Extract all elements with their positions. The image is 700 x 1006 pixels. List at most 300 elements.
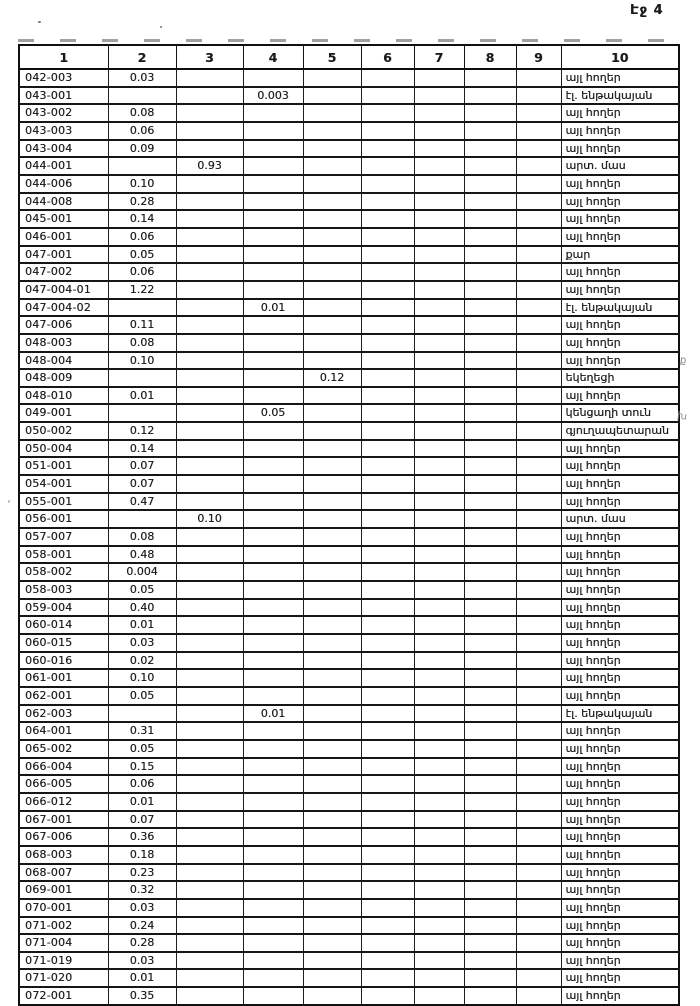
table-row: [19, 352, 679, 370]
cell-value: [361, 811, 414, 829]
cell-parcel-code: 060-015: [19, 634, 108, 652]
cell-value: [303, 475, 361, 493]
cell-value: [464, 546, 516, 564]
column-header: 6: [361, 45, 414, 69]
cell-value: [303, 934, 361, 952]
table-row: [19, 69, 679, 87]
cell-value: [414, 722, 464, 740]
cell-value: [414, 952, 464, 970]
cell-value: [516, 652, 561, 670]
cell-value: [176, 246, 243, 264]
scan-speckle: [38, 21, 41, 23]
cell-value: [516, 510, 561, 528]
cell-value: [176, 917, 243, 935]
cell-value: [516, 387, 561, 405]
cell-value: [176, 616, 243, 634]
cell-land-use: այլ հողեր: [561, 775, 679, 793]
cell-value: [176, 828, 243, 846]
cell-land-use: այլ հողեր: [561, 917, 679, 935]
table-row: [19, 457, 679, 475]
cell-value: [414, 210, 464, 228]
cell-land-use: այլ հողեր: [561, 811, 679, 829]
cell-land-use: այլ հողեր: [561, 722, 679, 740]
cell-parcel-code: 044-006: [19, 175, 108, 193]
cell-value: 0.24: [108, 917, 176, 935]
column-header: 9: [516, 45, 561, 69]
cell-value: [303, 758, 361, 776]
cell-value: 0.05: [243, 404, 303, 422]
cell-value: [414, 440, 464, 458]
table-row: [19, 581, 679, 599]
cell-parcel-code: 062-003: [19, 705, 108, 723]
cell-value: [176, 563, 243, 581]
cell-value: [176, 987, 243, 1005]
cell-value: [303, 387, 361, 405]
cell-value: [361, 193, 414, 211]
cell-value: [303, 793, 361, 811]
cell-land-use: այլ հողեր: [561, 758, 679, 776]
cell-value: [243, 263, 303, 281]
cell-parcel-code: 054-001: [19, 475, 108, 493]
cell-land-use: էլ. ենթակայան: [561, 705, 679, 723]
cell-value: [303, 510, 361, 528]
table-row: [19, 616, 679, 634]
cell-value: [414, 475, 464, 493]
cell-value: [243, 969, 303, 987]
cell-value: [464, 299, 516, 317]
cell-value: [303, 175, 361, 193]
table-row: [19, 987, 679, 1005]
cell-value: [361, 899, 414, 917]
cell-value: [464, 864, 516, 882]
table-row: [19, 634, 679, 652]
table-row: [19, 687, 679, 705]
cell-value: [303, 493, 361, 511]
cell-land-use: այլ հողեր: [561, 740, 679, 758]
column-header: 8: [464, 45, 516, 69]
cell-land-use: այլ հողեր: [561, 193, 679, 211]
cell-parcel-code: 044-008: [19, 193, 108, 211]
cell-value: [303, 281, 361, 299]
cell-value: [303, 440, 361, 458]
cell-value: [361, 563, 414, 581]
cell-parcel-code: 065-002: [19, 740, 108, 758]
cell-value: [414, 705, 464, 723]
cell-value: [464, 104, 516, 122]
cell-value: [303, 669, 361, 687]
scan-artifact-top-edge: [18, 39, 678, 42]
cell-value: [303, 917, 361, 935]
cell-land-use: այլ հողեր: [561, 263, 679, 281]
cell-value: [243, 634, 303, 652]
cell-value: [516, 969, 561, 987]
table-row: [19, 934, 679, 952]
cell-value: [464, 705, 516, 723]
cell-value: [243, 316, 303, 334]
cell-value: [303, 563, 361, 581]
cell-value: [243, 210, 303, 228]
table-row: [19, 281, 679, 299]
cell-value: [176, 599, 243, 617]
cell-value: [414, 793, 464, 811]
cell-land-use: այլ հողեր: [561, 528, 679, 546]
cell-value: [414, 404, 464, 422]
cell-value: [303, 104, 361, 122]
cell-value: [176, 281, 243, 299]
table-row: [19, 775, 679, 793]
cell-value: 0.28: [108, 934, 176, 952]
cell-value: [303, 740, 361, 758]
cell-value: [516, 299, 561, 317]
cell-value: [464, 122, 516, 140]
cell-value: [516, 334, 561, 352]
cell-value: [414, 669, 464, 687]
cell-value: [361, 987, 414, 1005]
cell-value: [414, 316, 464, 334]
cell-value: 0.14: [108, 210, 176, 228]
cell-value: [361, 104, 414, 122]
cell-value: [361, 352, 414, 370]
cell-value: [303, 404, 361, 422]
cell-value: [176, 775, 243, 793]
table-row: [19, 87, 679, 105]
cell-value: [361, 157, 414, 175]
cell-land-use: այլ հողեր: [561, 969, 679, 987]
cell-value: 0.06: [108, 228, 176, 246]
cell-value: [303, 864, 361, 882]
table-row: [19, 122, 679, 140]
cell-value: [303, 528, 361, 546]
cell-value: [414, 599, 464, 617]
cell-value: 0.05: [108, 246, 176, 264]
cell-value: [516, 193, 561, 211]
cell-value: [516, 581, 561, 599]
cell-value: [414, 157, 464, 175]
cell-value: [176, 705, 243, 723]
cell-value: [243, 917, 303, 935]
cell-value: [243, 864, 303, 882]
table-body: [19, 69, 679, 1005]
cell-parcel-code: 071-020: [19, 969, 108, 987]
cell-value: [516, 281, 561, 299]
cell-value: [243, 246, 303, 264]
cell-value: [414, 634, 464, 652]
cell-value: [464, 387, 516, 405]
cell-value: [516, 175, 561, 193]
cell-parcel-code: 045-001: [19, 210, 108, 228]
cell-value: [516, 422, 561, 440]
cell-value: [176, 140, 243, 158]
cell-value: 0.03: [108, 634, 176, 652]
cell-value: [243, 369, 303, 387]
cell-value: [361, 369, 414, 387]
cell-value: [516, 493, 561, 511]
cell-parcel-code: 050-004: [19, 440, 108, 458]
cell-value: [243, 740, 303, 758]
cell-parcel-code: 043-002: [19, 104, 108, 122]
cell-parcel-code: 071-004: [19, 934, 108, 952]
cell-value: [361, 705, 414, 723]
table-row: [19, 563, 679, 581]
cell-value: [361, 793, 414, 811]
cell-land-use: այլ հողեր: [561, 387, 679, 405]
cell-value: [361, 263, 414, 281]
cell-value: 0.08: [108, 104, 176, 122]
cell-value: [176, 687, 243, 705]
cell-value: [361, 952, 414, 970]
cell-value: [243, 581, 303, 599]
table-row: [19, 917, 679, 935]
cell-value: [243, 793, 303, 811]
cell-value: [176, 722, 243, 740]
cell-land-use: այլ հողեր: [561, 493, 679, 511]
cell-value: [516, 722, 561, 740]
cell-value: [176, 404, 243, 422]
cell-value: [176, 899, 243, 917]
cell-land-use: այլ հողեր: [561, 793, 679, 811]
cell-value: [303, 634, 361, 652]
cell-parcel-code: 047-004-02: [19, 299, 108, 317]
cell-value: [516, 899, 561, 917]
table-row: [19, 493, 679, 511]
cell-parcel-code: 069-001: [19, 881, 108, 899]
cell-value: [303, 246, 361, 264]
cell-land-use: կենցաղի տուն: [561, 404, 679, 422]
cell-parcel-code: 066-012: [19, 793, 108, 811]
cell-parcel-code: 047-002: [19, 263, 108, 281]
cell-value: [176, 69, 243, 87]
cell-land-use: քար: [561, 246, 679, 264]
cell-value: [464, 210, 516, 228]
cell-parcel-code: 068-003: [19, 846, 108, 864]
cell-value: [361, 616, 414, 634]
table-row: [19, 969, 679, 987]
cell-value: [303, 422, 361, 440]
cell-value: [176, 334, 243, 352]
cell-value: [303, 193, 361, 211]
cell-value: [464, 740, 516, 758]
cell-value: [243, 828, 303, 846]
cell-value: [414, 87, 464, 105]
table-row: [19, 299, 679, 317]
cell-value: [303, 581, 361, 599]
cell-land-use: էլ. ենթակայան: [561, 87, 679, 105]
cell-value: [464, 87, 516, 105]
cell-value: 1.22: [108, 281, 176, 299]
cell-value: [176, 546, 243, 564]
cell-value: [243, 934, 303, 952]
cell-value: [361, 475, 414, 493]
cell-value: [303, 334, 361, 352]
cell-value: 0.12: [303, 369, 361, 387]
cell-parcel-code: 058-001: [19, 546, 108, 564]
cell-value: [464, 846, 516, 864]
cell-parcel-code: 066-004: [19, 758, 108, 776]
cell-value: [176, 175, 243, 193]
cell-value: [243, 881, 303, 899]
cell-value: [243, 952, 303, 970]
cell-value: [243, 334, 303, 352]
cell-value: [108, 369, 176, 387]
cell-value: [243, 563, 303, 581]
cell-value: [361, 775, 414, 793]
cell-value: [303, 952, 361, 970]
cell-value: [516, 917, 561, 935]
cell-value: [361, 828, 414, 846]
cell-value: [414, 387, 464, 405]
cell-value: [516, 263, 561, 281]
scan-speckle: [8, 500, 10, 503]
cell-value: [464, 475, 516, 493]
cell-value: [361, 122, 414, 140]
table-row: [19, 811, 679, 829]
cell-value: [464, 422, 516, 440]
table-row: [19, 334, 679, 352]
cell-value: [414, 193, 464, 211]
cell-parcel-code: 048-010: [19, 387, 108, 405]
cell-land-use: այլ հողեր: [561, 563, 679, 581]
cell-value: [414, 846, 464, 864]
cell-value: [361, 387, 414, 405]
cell-parcel-code: 060-016: [19, 652, 108, 670]
cell-value: [516, 475, 561, 493]
table-row: [19, 528, 679, 546]
cell-land-use: այլ հողեր: [561, 881, 679, 899]
table-row: [19, 316, 679, 334]
cell-value: [303, 828, 361, 846]
cell-parcel-code: 068-007: [19, 864, 108, 882]
column-header: 10: [561, 45, 679, 69]
cell-value: [243, 352, 303, 370]
cell-value: [414, 934, 464, 952]
cell-value: 0.07: [108, 475, 176, 493]
cell-value: [243, 69, 303, 87]
cell-land-use: այլ հողեր: [561, 122, 679, 140]
cell-value: [176, 846, 243, 864]
cell-value: [464, 440, 516, 458]
cell-value: [516, 705, 561, 723]
cell-value: [361, 528, 414, 546]
cell-value: [243, 616, 303, 634]
cell-value: [176, 758, 243, 776]
cell-value: [464, 652, 516, 670]
table-row: [19, 104, 679, 122]
cell-value: [464, 581, 516, 599]
cell-value: 0.12: [108, 422, 176, 440]
cell-value: 0.10: [108, 352, 176, 370]
cell-value: [176, 811, 243, 829]
cell-value: [414, 652, 464, 670]
table-row: [19, 828, 679, 846]
column-header: 7: [414, 45, 464, 69]
cell-land-use: այլ հողեր: [561, 987, 679, 1005]
cell-land-use: այլ հողեր: [561, 581, 679, 599]
cell-value: 0.36: [108, 828, 176, 846]
cell-value: [361, 546, 414, 564]
cell-value: [464, 193, 516, 211]
cell-value: [303, 722, 361, 740]
cell-value: [176, 422, 243, 440]
cell-value: [243, 493, 303, 511]
cell-land-use: այլ հողեր: [561, 457, 679, 475]
table-row: [19, 952, 679, 970]
column-header: 4: [243, 45, 303, 69]
cell-value: [361, 457, 414, 475]
cell-value: [303, 705, 361, 723]
cell-value: [176, 652, 243, 670]
cell-value: [414, 352, 464, 370]
cell-value: 0.004: [108, 563, 176, 581]
cell-value: [464, 722, 516, 740]
cell-value: 0.10: [176, 510, 243, 528]
cell-value: [464, 811, 516, 829]
cell-parcel-code: 066-005: [19, 775, 108, 793]
cell-value: [516, 440, 561, 458]
cell-land-use: այլ հողեր: [561, 475, 679, 493]
cell-land-use: այլ հողեր: [561, 934, 679, 952]
cell-value: [176, 369, 243, 387]
cell-value: [303, 899, 361, 917]
cell-value: [243, 687, 303, 705]
table-row: [19, 599, 679, 617]
table-row: [19, 846, 679, 864]
cell-value: [464, 899, 516, 917]
cell-value: [361, 175, 414, 193]
cell-value: [243, 528, 303, 546]
cell-value: 0.01: [108, 387, 176, 405]
cell-value: [464, 599, 516, 617]
cell-value: [361, 740, 414, 758]
cell-value: 0.08: [108, 528, 176, 546]
cell-value: [414, 334, 464, 352]
cell-value: [516, 952, 561, 970]
cell-value: [243, 475, 303, 493]
cell-value: 0.09: [108, 140, 176, 158]
cell-value: [464, 952, 516, 970]
cell-land-use: այլ հողեր: [561, 634, 679, 652]
cell-value: [303, 228, 361, 246]
cell-value: [516, 122, 561, 140]
cell-value: 0.23: [108, 864, 176, 882]
cell-value: 0.003: [243, 87, 303, 105]
cell-value: [414, 299, 464, 317]
cell-value: [243, 899, 303, 917]
cell-value: [176, 475, 243, 493]
cell-value: [361, 687, 414, 705]
cell-value: [361, 281, 414, 299]
cell-value: [516, 157, 561, 175]
cell-value: [414, 263, 464, 281]
cell-value: [243, 193, 303, 211]
table-row: [19, 369, 679, 387]
cell-value: [464, 616, 516, 634]
cell-value: [176, 316, 243, 334]
cell-parcel-code: 058-002: [19, 563, 108, 581]
scan-speckle: [160, 26, 162, 28]
cell-value: [361, 669, 414, 687]
cell-value: [176, 634, 243, 652]
cell-land-use: այլ հողեր: [561, 228, 679, 246]
column-header: 2: [108, 45, 176, 69]
cell-value: [243, 775, 303, 793]
cell-value: [516, 634, 561, 652]
cell-value: [303, 775, 361, 793]
cell-value: [243, 140, 303, 158]
cell-parcel-code: 056-001: [19, 510, 108, 528]
cell-value: [464, 457, 516, 475]
cell-land-use: այլ հողեր: [561, 952, 679, 970]
cell-value: 0.05: [108, 687, 176, 705]
